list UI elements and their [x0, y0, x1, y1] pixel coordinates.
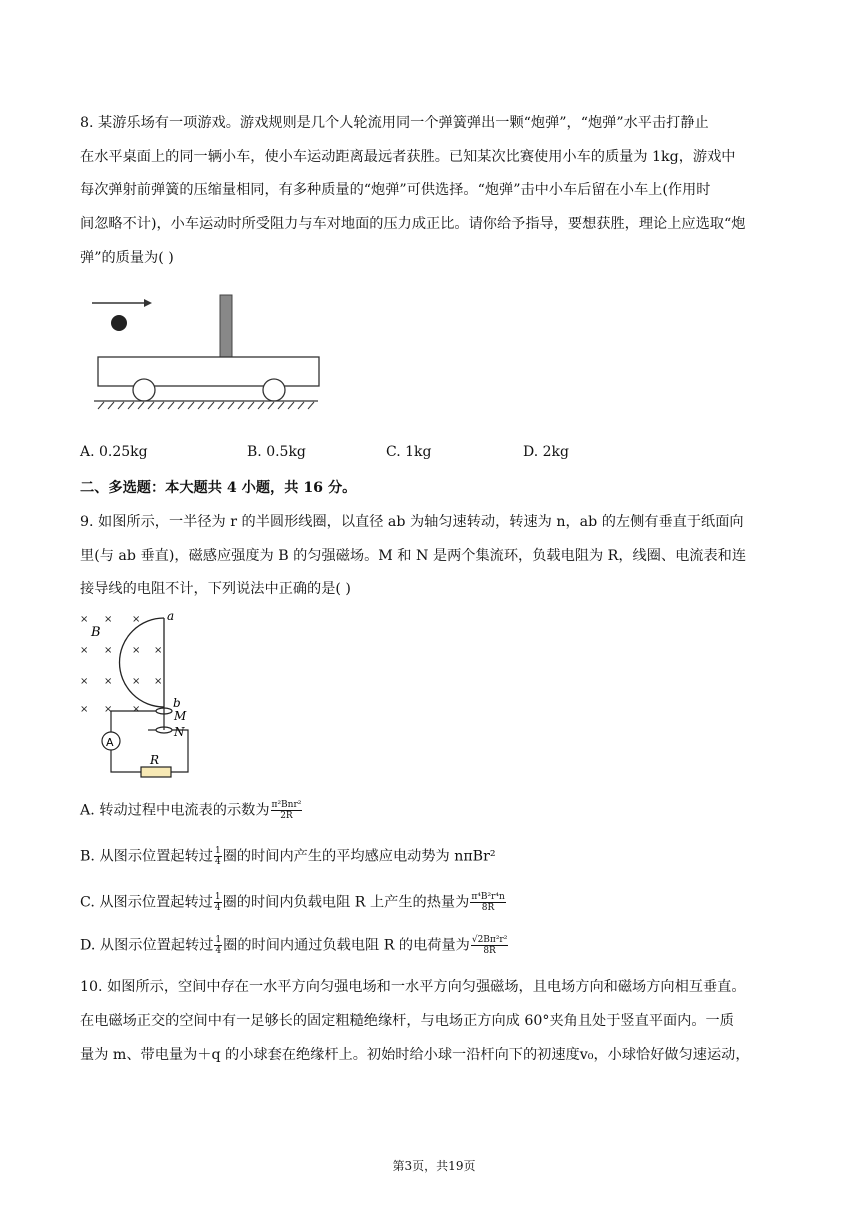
label-r: R [150, 753, 160, 767]
svg-text:×: × [132, 614, 141, 625]
page-footer: 第3页，共19页 [392, 1159, 476, 1173]
q8-option-b[interactable]: B. 0.5kg [247, 444, 306, 460]
section-heading: 二、多选题：本大题共 4 小题，共 16 分。 [80, 480, 357, 496]
svg-text:×: × [132, 676, 141, 687]
label-b-field: B [91, 625, 101, 640]
label-n: N [174, 725, 185, 739]
svg-text:×: × [80, 704, 89, 715]
q8-line-4: 间忽略不计)，小车运动时所受阻力与车对地面的压力成正比。请你给予指导，要想获胜，理论上应选取“炮 [80, 216, 746, 232]
field-x-mark: × [80, 614, 89, 625]
q9-line-3: 接导线的电阻不计，下列说法中正确的是( ) [80, 581, 351, 597]
q10-line-1: 10. 如图所示，空间中存在一水平方向匀强电场和一水平方向匀强磁场，且电场方向和磁场方向相互垂直。 [80, 979, 746, 995]
q8-option-c[interactable]: C. 1kg [386, 444, 432, 460]
q8-line-1: 8. 某游乐场有一项游戏。游戏规则是几个人轮流用同一个弹簧弹出一颗“炮弹”，“炮弹”水平击打静止 [80, 115, 709, 131]
q10-line-2: 在电磁场正交的空间中有一足够长的固定粗糙绝缘杆，与电场正方向成 60°夹角且处于竖直平面内。一质 [80, 1013, 734, 1029]
svg-text:×: × [104, 676, 113, 687]
cart-figure [88, 290, 323, 410]
q9-line-2: 里(与 ab 垂直)，磁感应强度为 B 的匀强磁场。M 和 N 是两个集流环，负载电阻为 R，线圈、电流表和连 [80, 548, 747, 564]
svg-text:×: × [104, 614, 113, 625]
label-a: a [167, 609, 175, 623]
svg-text:×: × [154, 645, 163, 656]
label-b: b [173, 696, 181, 710]
q9-option-b[interactable]: B. 从图示位置起转过 $\frac{1}{4}$ 圈的时间内产生的平均感应电动势为 nπBr² [80, 846, 496, 867]
q8-line-5: 弹”的质量为( ) [80, 250, 174, 266]
q10-line-3: 量为 m、带电量为＋q 的小球套在绝缘杆上。初始时给小球一沿杆向下的初速度v₀，小球恰好做匀速运动， [80, 1047, 750, 1063]
svg-text:×: × [104, 704, 113, 715]
svg-text:×: × [132, 704, 141, 715]
q9-option-d[interactable]: D. 从图示位置起转过 $\frac{1}{4}$ 圈的时间内通过负载电阻 R 的电荷量为 $\frac{\text{√2Bπ²r²}}{8R}$ [80, 935, 508, 956]
svg-text:×: × [104, 645, 113, 656]
label-m: M [174, 709, 187, 723]
svg-text:×: × [80, 645, 89, 656]
q8-line-3: 每次弹射前弹簧的压缩量相同，有多种质量的“炮弹”可供选择。“炮弹”击中小车后留在小车上(作用时 [80, 182, 711, 198]
svg-text:×: × [80, 676, 89, 687]
svg-text:×: × [154, 676, 163, 687]
q9-line-1: 9. 如图所示，一半径为 r 的半圆形线圈，以直径 ab 为轴匀速转动，转速为 n，ab 的左侧有垂直于纸面向 [80, 514, 744, 530]
q9-option-c[interactable]: C. 从图示位置起转过 $\frac{1}{4}$ 圈的时间内负载电阻 R 上产生的热量为 $\frac{\text{π⁴B²r⁴n}}{8R}$ [80, 892, 505, 913]
ammeter-label: A [106, 736, 114, 749]
q8-line-2: 在水平桌面上的同一辆小车，使小车运动距离最远者获胜。已知某次比赛使用小车的质量为 1kg，游戏中 [80, 149, 736, 165]
coil-figure [76, 606, 206, 786]
q9-option-a[interactable]: A. 转动过程中电流表的示数为 $\frac{\text{π²Bnr²}}{2R}$ [80, 800, 302, 821]
q8-option-a[interactable]: A. 0.25kg [80, 444, 148, 460]
svg-text:×: × [132, 645, 141, 656]
q8-option-d[interactable]: D. 2kg [523, 444, 569, 460]
